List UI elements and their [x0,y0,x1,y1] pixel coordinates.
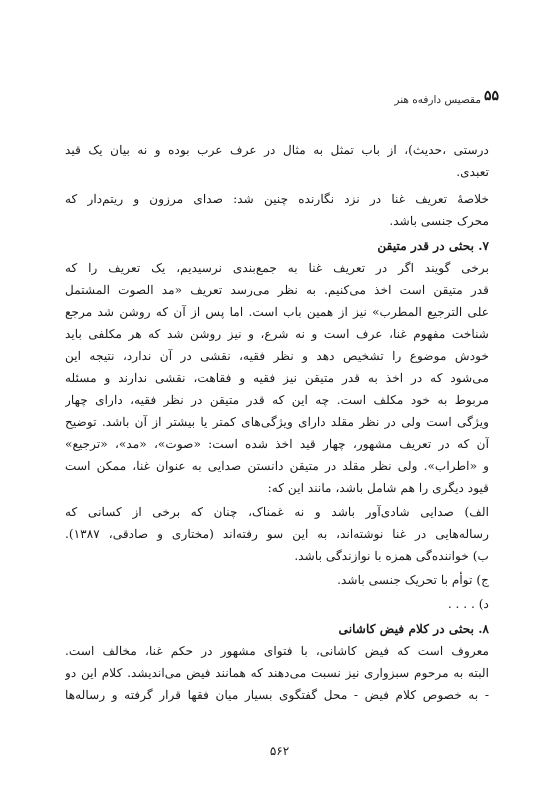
text-line: تعبدی. [456,165,489,179]
list-item: د) . . . . [447,597,489,611]
text-line: قیود دیگری را هم شامل باشد، مانند این که: [267,481,489,495]
text-line: برخی گویند اگر در تعریف غنا به جمع‌بندی نرسیدیم، یک تعریف را که [65,261,489,275]
text-line: محرک جنسی باشد. [389,214,489,228]
page-mark: ۵۵ [483,88,499,104]
text-line: - به خصوص کلام فیض - محل گفتگوی بسیار میان فقها قرار گرفته و رساله‌ها [65,688,489,702]
text-line: رساله‌هایی در غنا نوشته‌اند، به این سو رفته‌اند (مختاری و صادقی، ۱۳۸۷). [65,527,489,541]
text-line: و «اطراب». ولی نظر مقلد در متیقن دانستن صدایی به عنوان غنا، ممکن است [65,459,489,473]
page-number: ۵۶۲ [269,744,290,758]
text-line: قدر متیقن است اخذ می‌کنیم. به نظر می‌رسد تعریف «مد الصوت المشتمل [65,283,489,297]
text-line: می‌شود که در اخذ به قدر متیقن نیز فقیه و فقاهت، نقشی ندارند و مسئله [65,371,489,385]
running-head: مقصیس دارفه‌ه هنر [394,94,481,106]
list-item: ج) توأم با تحریک جنسی باشد. [337,573,489,587]
text-line: درستی ،حدیث)، از باب تمثل به مثال در عرف عرب بوده و نه بیان یک قید [65,143,489,157]
text-line: ویژگی است ولی در نظر مقلد دارای ویژگی‌های کمتر یا بیشتر از آن باشد. توضیح [65,415,489,429]
list-item: ب) خواننده‌گی همزه با نوازندگی باشد. [294,549,489,563]
text-line: علی الترجیع المطرب» نیز از همین باب است. اما پس از آن که روشن شد مرجع [65,305,489,319]
text-line: خلاصهٔ تعریف غنا در نزد نگارنده چنین شد: صدای مرزون و ریتم‌دار که [65,192,489,206]
text-line: خودش موضوع را تشخیص دهد و نظر فقیه، نقشی در آن ندارد، نتیجه این [65,349,489,363]
text-line: مربوط به خود مکلف است. چه این که قدر متیقن در نظر فقیه، دارای چهار [65,393,489,407]
text-line: آن که در تعریف مشهور، چهار قید اخذ شده است: «صوت»، «مد»، «ترجیع» [65,437,489,451]
text-line: الف) صدایی شادی‌آور باشد و نه غمناک، چنان که برخی از کسانی که [65,505,489,519]
section-heading: ۸. بحثی در کلام فیض کاشانی [338,622,489,636]
text-line: البته به مرحوم سبزواری نیز نسبت می‌دهند که همانند فیض می‌اندیشد. کلام این دو [65,666,489,680]
section-heading: ۷. بحثی در قدر متیقن [377,239,489,253]
text-line: شناخت مفهوم غنا، عرف است و نه شرع، و نیز روشن شد که هر مکلفی باید [65,327,489,341]
text-line: معروف است که فیض کاشانی، با فتوای مشهور در حکم غنا، مخالف است. [65,644,489,658]
